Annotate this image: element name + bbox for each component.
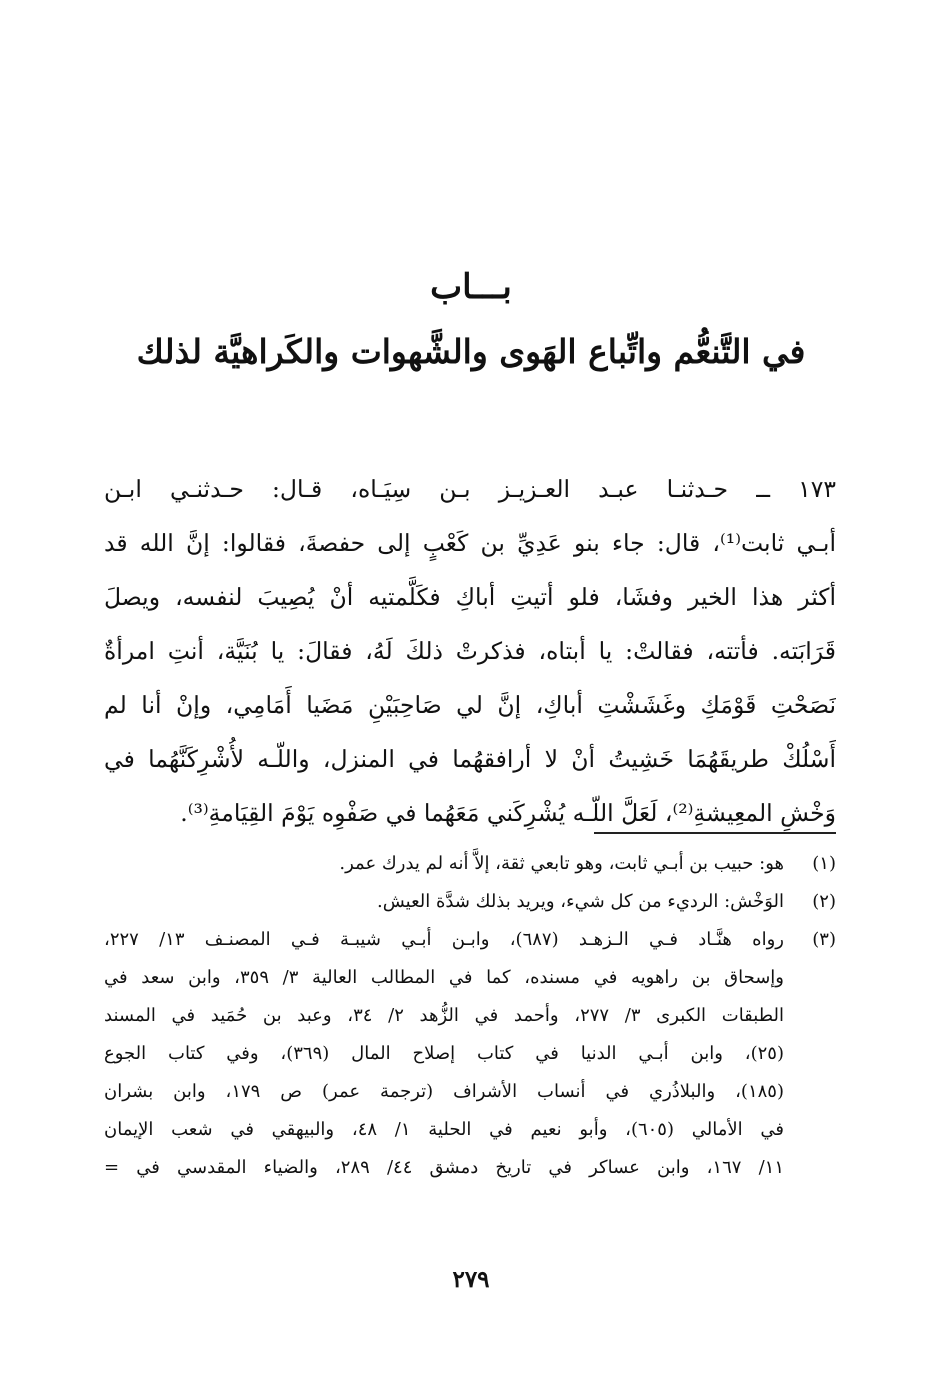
chapter-label: بـــاب bbox=[430, 267, 512, 307]
footnote-number: (٣) bbox=[812, 929, 836, 950]
footnote-1 bbox=[104, 845, 836, 883]
chapter-title: في التَّنعُّم واتِّباع الهَوى والشَّهوات والكَراهيَّة لذلك bbox=[136, 332, 806, 371]
footnote-line: في الأمالي (٦٠٥)، وأبو نعيم في الحلية ١/ ٤٨، والبيهقي في شعب الإيمان bbox=[104, 1119, 784, 1140]
footnotes bbox=[104, 845, 836, 1187]
footnote-line: وإسحاق بن راهويه في مسنده، كما في المطالب العالية ٣/ ٣٥٩، وابن سعد في bbox=[104, 967, 784, 988]
hadith-line: قَرَابَته. فأتته، فقالتْ: يا أبتاه، فذكرتْ ذلكَ لَهُ، فقالَ: يا بُنَيَّة، أنتِ امرأةٌ bbox=[104, 637, 836, 665]
hadith-text bbox=[104, 462, 836, 840]
page-number: ٢٧٩ bbox=[452, 1266, 490, 1293]
footnote-3 bbox=[104, 921, 836, 1187]
hadith-line: أبـي ثابت⁽¹⁾، قال: جاء بنو عَدِيِّ بن كَعْبٍ إلى حفصةَ، فقالوا: إنَّ الله قد bbox=[104, 529, 836, 557]
footnote-line: (١٨٥)، والبلاذُري في أنساب الأشراف (ترجمة عمر) ص ١٧٩، وابن بشران bbox=[104, 1081, 784, 1102]
hadith-line: ١٧٣ ــ حـدثنـا عبـد العـزيـز بـن سِيَـاه، قـال: حـدثنـي ابـن bbox=[104, 475, 836, 503]
hadith-line: وَخْشِ المعِيشةِ⁽²⁾، لَعَلَّ اللّـه يُشْرِكَني مَعَهُما في صَفْوِه يَوْمَ القِيَامةِ⁽³⁾. bbox=[180, 799, 836, 827]
footnote-2 bbox=[104, 883, 836, 921]
footnote-line: (٢٥)، وابن أبـي الدنيا في كتاب إصلاح المال (٣٦٩)، وفي كتاب الجوع bbox=[104, 1043, 784, 1064]
footnote-line: رواه هنَّـاد فـي الـزهـد (٦٨٧)، وابـن أبـي شيبـة فـي المصنـف ١٣/ ٢٢٧، bbox=[104, 929, 784, 950]
footnote-line: الطبقات الكبرى ٣/ ٢٧٧، وأحمد في الزُّهد ٢/ ٣٤، وعبد بن حُمَيد في المسند bbox=[104, 1005, 784, 1026]
hadith-line: أَسْلُكْ طريقَهُمَا خَشِيتُ أنْ لا أرافقهُما في المنزل، واللّـه لأُشْرِكَنَّهُما في bbox=[104, 745, 836, 773]
footnote-line: هو: حبيب بن أبـي ثابت، وهو تابعي ثقة، إلاَّ أنه لم يدرك عمر. bbox=[339, 853, 784, 874]
footnote-number: (٢) bbox=[812, 891, 836, 912]
footnote-line: ١١/ ١٦٧، وابن عساكر في تاريخ دمشق ٤٤/ ٢٨٩، والضياء المقدسي في = bbox=[104, 1157, 784, 1178]
hadith-line: أكثر هذا الخير وفشَا، فلو أتيتِ أباكِ فكَلَّمتيه أنْ يُصِيبَ لنفسه، ويصلَ bbox=[104, 583, 836, 611]
footnote-line: الوَخْش: الرديء من كل شيء، ويريد بذلك شدَّة العيش. bbox=[376, 891, 784, 912]
footnote-divider bbox=[594, 832, 836, 834]
footnote-number: (١) bbox=[812, 853, 836, 874]
hadith-line: نَصَحْتِ قَوْمَكِ وغَشَشْتِ أباكِ، إنَّ لي صَاحِبَيْنِ مَضَيا أَمَامِي، وإنْ أنا لم bbox=[104, 691, 836, 719]
